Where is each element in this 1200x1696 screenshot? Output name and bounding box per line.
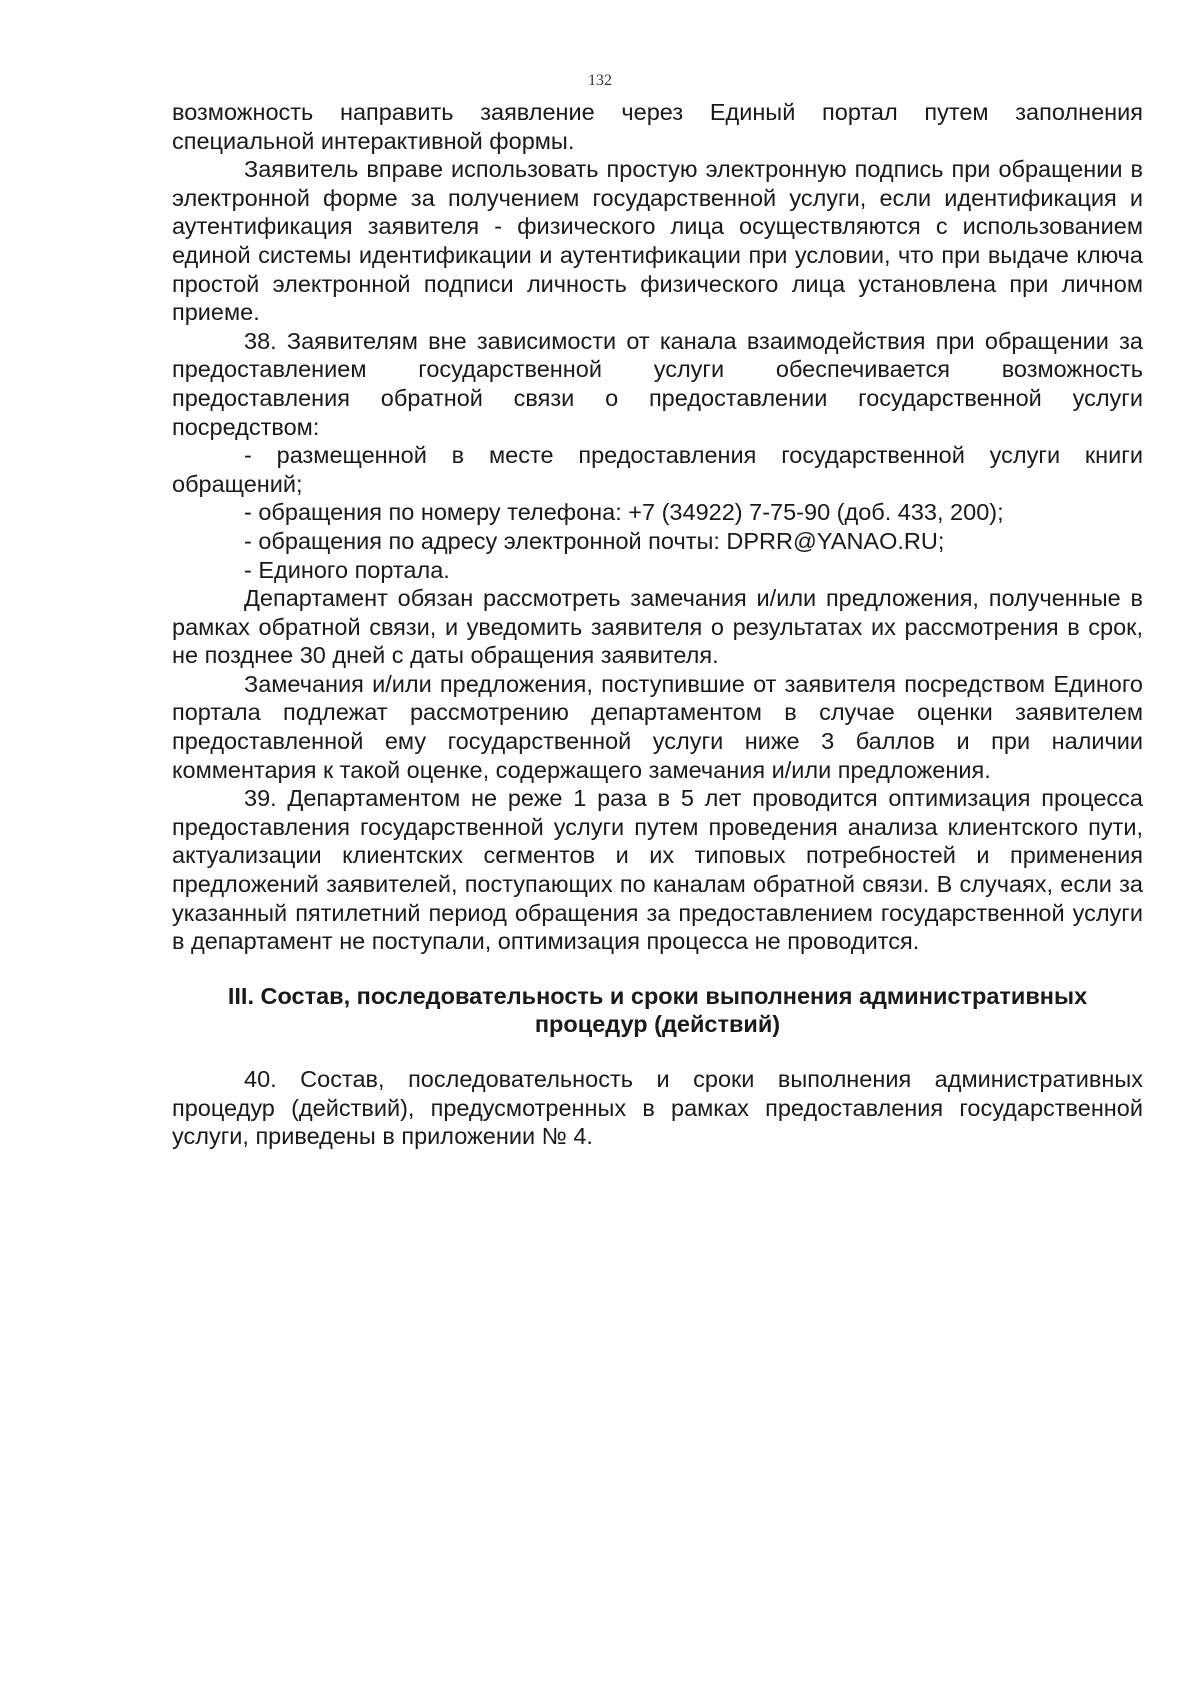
list-item-complaint-book: - размещенной в месте предоставления государственной услуги книги обращений; <box>172 442 1143 497</box>
list-item-email: - обращения по адресу электронной почты: DPRR@YANAO.RU; <box>244 527 945 554</box>
list-item-portal: - Единого портала. <box>244 556 450 583</box>
document-body <box>172 98 1143 1151</box>
paragraph-continuation: возможность направить заявление через Единый портал путем заполнения специальной интерактивной формы. <box>172 99 1143 154</box>
paragraph-40: 40. Состав, последовательность и сроки выполнения административных процедур (действий), предусмотренных в рамках предоставления государственной услуги, приведены в приложении № 4. <box>172 1066 1143 1150</box>
paragraph-39: 39. Департаментом не реже 1 раза в 5 лет проводится оптимизация процесса предоставления государственной услуги путем проведения анализа клиентского пути, актуализации клиентских сегментов и их типовых потребностей и применения предложений заявителей, поступающих по каналам обратной связи. В случаях, если за указанный пятилетний период обращения за предоставлением государственной услуги в департамент не поступали, оптимизация процесса не проводится. <box>172 785 1143 955</box>
page-number: 132 <box>588 72 612 89</box>
paragraph-electronic-signature: Заявитель вправе использовать простую электронную подпись при обращении в электронной форме за получением государственной услуги, если идентификация и аутентификация заявителя - физического лица осуществляются с использованием единой системы идентификации и аутентификации при условии, что при выдаче ключа простой электронной подписи личность физического лица установлена при личном приеме. <box>172 156 1143 326</box>
list-item-phone: - обращения по номеру телефона: +7 (34922) 7-75-90 (доб. 433, 200); <box>244 499 1004 526</box>
paragraph-department-obligation: Департамент обязан рассмотреть замечания и/или предложения, полученные в рамках обратной связи, и уведомить заявителя о результатах их рассмотрения в срок, не позднее 30 дней с даты обращения заявителя. <box>172 585 1143 669</box>
paragraph-38: 38. Заявителям вне зависимости от канала взаимодействия при обращении за предоставлением государственной услуги обеспечивается возможность предоставления обратной связи о предоставлении государственной услуги посредством: <box>172 327 1143 440</box>
section-heading-iii: III. Состав, последовательность и сроки выполнения административных процедур (действий) <box>227 982 1088 1038</box>
paragraph-portal-remarks: Замечания и/или предложения, поступившие от заявителя посредством Единого портала подлежат рассмотрению департаментом в случае оценки заявителем предоставленной ему государственной услуги ниже 3 баллов и при наличии комментария к такой оценке, содержащего замечания и/или предложения. <box>172 670 1143 783</box>
